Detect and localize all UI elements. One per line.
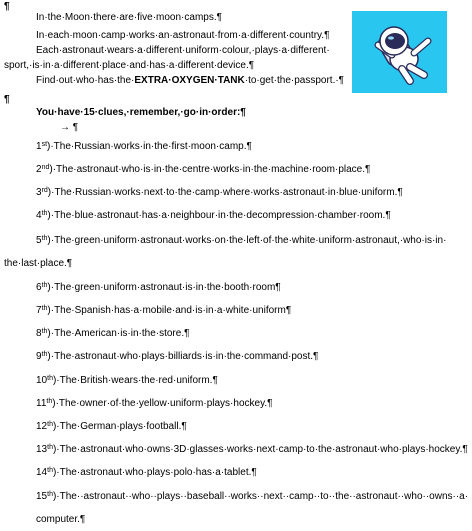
clue-2: 2nd)·The·astronaut·who·is·in·the·centre·works·in·the·machine·room·place.¶: [36, 164, 371, 175]
clue-15: 15th)·The··astronaut··who··plays··baseball··works··next··camp··to··the··astronaut··who··owns··a·: [36, 491, 469, 502]
clue-12: 12th)·The·German·plays·football.¶: [36, 421, 187, 432]
clue-13: 13th)·The·astronaut·who·owns·3D·glasses·works·next·camp·to·the·astronaut·who·plays·hockey.¶: [36, 444, 468, 455]
clue-14: 14th)·The·astronaut·who·plays·polo·has·a·tablet.¶: [36, 467, 257, 478]
clue-9: 9th)·The·astronaut·who·plays·billiards·is·in·the·command·post.¶: [36, 351, 319, 362]
intro-line-3: Each·astronaut·wears·a·different·uniform·colour,·plays·a·different·: [36, 45, 330, 56]
clue-8: 8th)·The·American·is·in·the·store.¶: [36, 328, 190, 339]
clue-11: 11th)·The·owner·of·the·yellow·uniform·plays·hockey.¶: [36, 398, 273, 409]
clue-6: 6th)·The·green·uniform·astronaut·is·in·the·booth·room¶: [36, 282, 281, 293]
astronaut-image: [352, 11, 447, 93]
clue-1: 1st)·The·Russian·works·in·the·first·moon·camp.¶: [36, 141, 252, 152]
clue-15-continuation: computer.¶: [36, 514, 86, 525]
clue-4: 4th)·The·blue·astronaut·has·a·neighbour·in·the·decompression·chamber·room.¶: [36, 210, 391, 221]
extra-oxygen-tank-text: EXTRA·OXYGEN·TANK: [134, 75, 245, 86]
clue-5-continuation: the·last·place.¶: [4, 258, 73, 269]
intro-line-4: sport,·is·in·a·different·place·and·has·a·different·device.¶: [4, 60, 255, 71]
empty-paragraph-mark: ¶: [4, 94, 10, 105]
clue-10: 10th)·The·British·wears·the·red·uniform.¶: [36, 375, 218, 386]
find-out-line: [36, 74, 344, 87]
intro-line-2: In·each·moon·camp·works·an·astronaut·from·a·different·country.¶: [36, 30, 330, 41]
clue-5: 5th)·The·green·uniform·astronaut·works·on·the·left·of·the·white·uniform·astronaut,·who·is·in·: [36, 235, 447, 246]
intro-line-1: In·the·Moon·there·are·five·moon·camps.¶: [36, 12, 222, 23]
find-out-prefix: Find·out·who·has·the·: [36, 75, 135, 86]
clue-7: 7th)·The·Spanish·has·a·mobile·and·is·in·a·white·uniform¶: [36, 305, 292, 316]
astronaut-icon: [352, 11, 447, 93]
clues-title: You·have·15·clues,·remember,·go·in·order:¶: [36, 107, 246, 118]
find-out-suffix: ·to·get·the·passport.·¶: [244, 75, 345, 86]
pilcrow-mark: ¶: [4, 1, 10, 12]
tab-mark: → ¶: [60, 122, 79, 133]
clue-3: 3rd)·The·Russian·works·next·to·the·camp·where·works·astronaut·in·blue·uniform.¶: [36, 187, 403, 198]
